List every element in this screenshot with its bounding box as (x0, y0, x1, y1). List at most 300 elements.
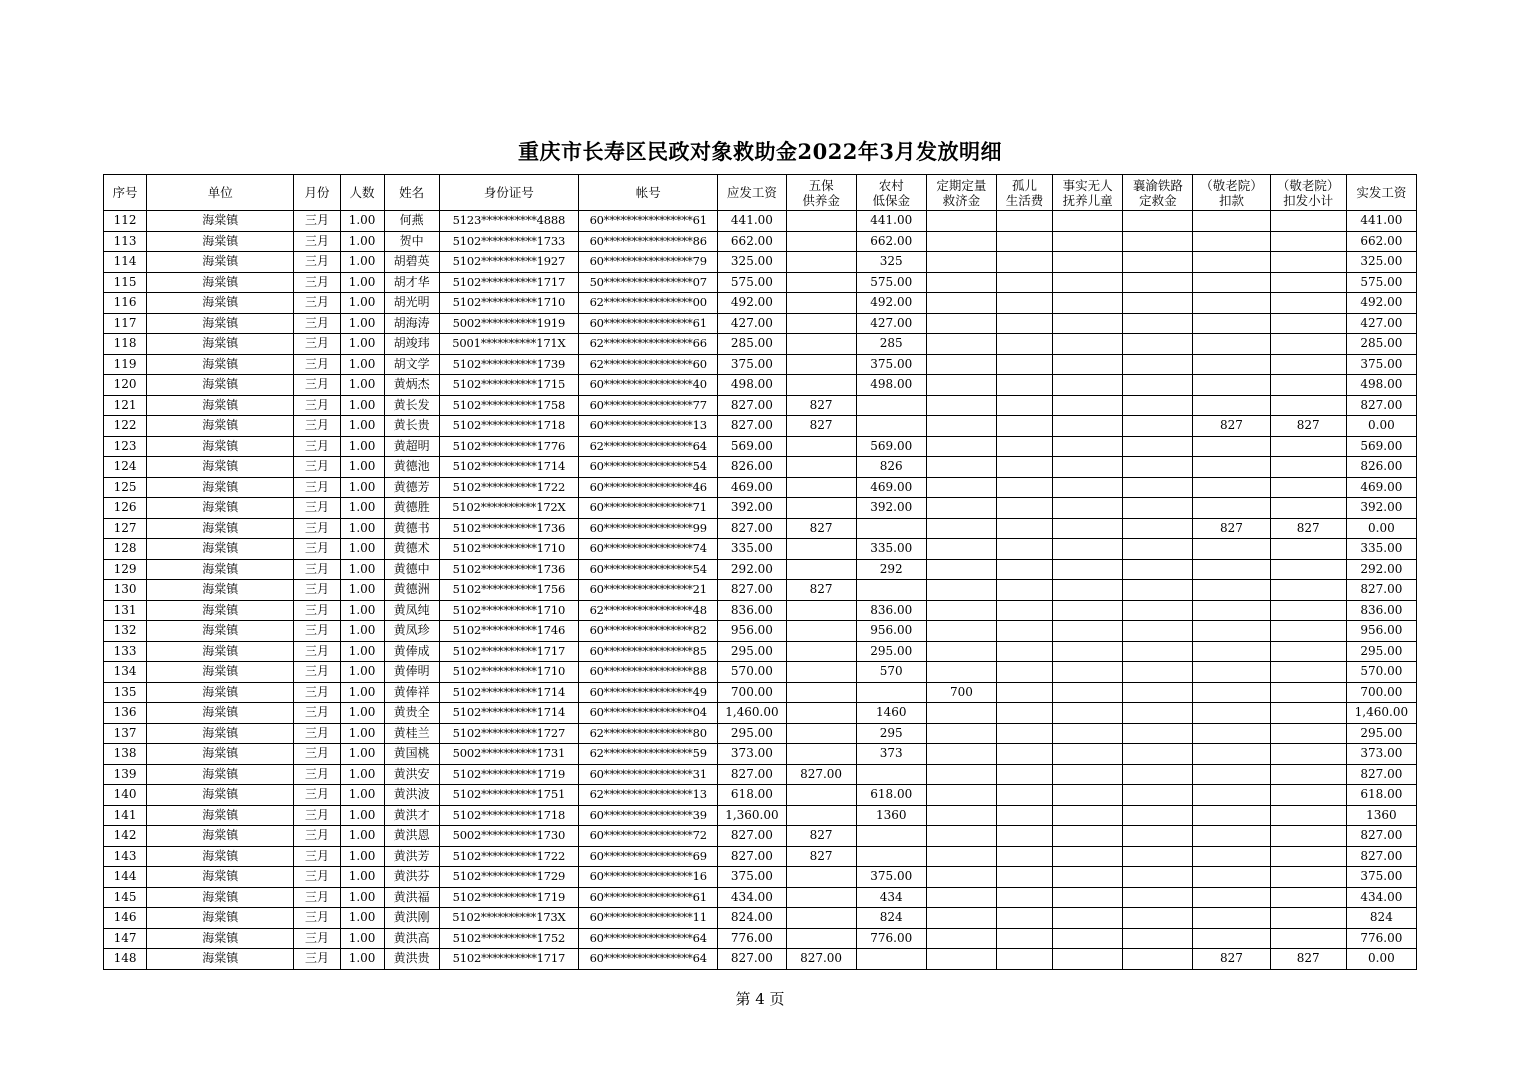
table-row (104, 928, 1417, 949)
table-cell: 826.00 (718, 457, 786, 478)
table-cell (1123, 580, 1193, 601)
table-cell (1053, 416, 1123, 437)
table-cell: 海棠镇 (147, 682, 294, 703)
table-cell: 三月 (294, 375, 340, 396)
table-cell (786, 539, 856, 560)
table-cell (996, 600, 1052, 621)
table-cell (1193, 682, 1270, 703)
table-row (104, 641, 1417, 662)
table-cell: 1.00 (340, 887, 384, 908)
table-cell (1193, 826, 1270, 847)
table-cell (1270, 764, 1346, 785)
table-cell (1270, 375, 1346, 396)
table-cell: 60****************49 (579, 682, 718, 703)
table-cell (1123, 887, 1193, 908)
table-cell: 434 (856, 887, 926, 908)
table-cell (926, 539, 996, 560)
table-cell: 826.00 (1346, 457, 1416, 478)
table-cell (1123, 395, 1193, 416)
column-header (1053, 175, 1123, 211)
table-cell: 1.00 (340, 211, 384, 232)
table-cell (1053, 764, 1123, 785)
table-cell: 826 (856, 457, 926, 478)
table-cell: 60****************74 (579, 539, 718, 560)
table-cell: 三月 (294, 559, 340, 580)
table-cell (996, 785, 1052, 806)
table-cell (1270, 600, 1346, 621)
table-cell (1123, 744, 1193, 765)
table-row (104, 252, 1417, 273)
column-header-label: 姓名 (399, 185, 425, 200)
table-cell: 295.00 (718, 723, 786, 744)
table-cell (926, 846, 996, 867)
table-cell: 60****************54 (579, 559, 718, 580)
column-header-label: 五保 (808, 177, 834, 193)
table-cell (996, 354, 1052, 375)
column-header (1123, 175, 1193, 211)
table-cell: 三月 (294, 354, 340, 375)
table-cell: 1.00 (340, 600, 384, 621)
table-row (104, 682, 1417, 703)
table-cell (926, 293, 996, 314)
table-cell (1193, 436, 1270, 457)
table-cell (786, 805, 856, 826)
table-cell: 60****************13 (579, 416, 718, 437)
table-cell (786, 682, 856, 703)
table-cell: 5102**********1717 (439, 641, 578, 662)
table-cell: 776.00 (1346, 928, 1416, 949)
table-cell: 5102**********1751 (439, 785, 578, 806)
table-cell: 海棠镇 (147, 723, 294, 744)
table-cell (926, 764, 996, 785)
table-body (104, 211, 1417, 970)
table-cell: 5102**********1733 (439, 231, 578, 252)
table-cell: 1.00 (340, 313, 384, 334)
table-cell (1270, 272, 1346, 293)
table-cell: 海棠镇 (147, 662, 294, 683)
table-cell (996, 231, 1052, 252)
table-cell: 5102**********1719 (439, 764, 578, 785)
table-cell: 62****************59 (579, 744, 718, 765)
table-cell (1123, 354, 1193, 375)
table-cell: 1.00 (340, 621, 384, 642)
table-cell (786, 334, 856, 355)
table-cell: 60****************04 (579, 703, 718, 724)
table-cell: 黄洪福 (384, 887, 439, 908)
table-cell: 662.00 (718, 231, 786, 252)
table-cell: 三月 (294, 949, 340, 970)
table-cell: 海棠镇 (147, 252, 294, 273)
table-cell (926, 436, 996, 457)
table-cell: 黄洪芳 (384, 846, 439, 867)
table-cell: 827.00 (1346, 580, 1416, 601)
table-cell: 1460 (856, 703, 926, 724)
table-cell: 三月 (294, 457, 340, 478)
table-cell: 三月 (294, 887, 340, 908)
table-cell: 1.00 (340, 559, 384, 580)
table-cell: 海棠镇 (147, 826, 294, 847)
column-header-label: 人数 (349, 185, 375, 200)
table-cell (1053, 826, 1123, 847)
table-cell (926, 272, 996, 293)
table-cell (996, 580, 1052, 601)
column-header-label: 单位 (207, 185, 233, 200)
table-cell (1053, 785, 1123, 806)
table-cell: 5102**********1714 (439, 457, 578, 478)
table-cell (1053, 641, 1123, 662)
table-cell: 三月 (294, 334, 340, 355)
table-cell (1123, 949, 1193, 970)
table-cell: 1.00 (340, 867, 384, 888)
table-cell: 60****************64 (579, 928, 718, 949)
table-cell: 285.00 (1346, 334, 1416, 355)
table-cell (1123, 908, 1193, 929)
table-cell: 黄凤纯 (384, 600, 439, 621)
table-cell: 827.00 (718, 764, 786, 785)
table-cell: 956.00 (718, 621, 786, 642)
column-header (1346, 175, 1416, 211)
table-cell: 1.00 (340, 744, 384, 765)
column-header-label: 事实无人 (1062, 177, 1113, 193)
table-cell: 5102**********1710 (439, 293, 578, 314)
table-cell (786, 559, 856, 580)
table-cell: 827.00 (786, 764, 856, 785)
table-cell (1123, 313, 1193, 334)
table-cell: 441.00 (718, 211, 786, 232)
table-cell: 146 (104, 908, 147, 929)
table-cell: 海棠镇 (147, 313, 294, 334)
table-cell (1193, 846, 1270, 867)
table-cell: 113 (104, 231, 147, 252)
table-cell: 325.00 (718, 252, 786, 273)
table-cell (1193, 375, 1270, 396)
table-cell (1270, 211, 1346, 232)
table-cell (1270, 313, 1346, 334)
table-cell: 827 (1193, 949, 1270, 970)
table-cell: 三月 (294, 641, 340, 662)
table-cell (786, 703, 856, 724)
table-cell (996, 559, 1052, 580)
table-cell (1123, 662, 1193, 683)
table-cell: 1.00 (340, 662, 384, 683)
table-cell: 575.00 (856, 272, 926, 293)
table-cell: 黄德池 (384, 457, 439, 478)
table-cell (926, 498, 996, 519)
table-cell: 黄洪恩 (384, 826, 439, 847)
column-header (439, 175, 578, 211)
table-cell: 956.00 (856, 621, 926, 642)
table-cell: 5001**********171X (439, 334, 578, 355)
table-cell (1123, 621, 1193, 642)
table-cell (1053, 477, 1123, 498)
table-cell: 海棠镇 (147, 436, 294, 457)
table-cell: 62****************80 (579, 723, 718, 744)
table-cell: 824 (856, 908, 926, 929)
table-cell (926, 908, 996, 929)
table-cell (1053, 272, 1123, 293)
table-cell: 1.00 (340, 539, 384, 560)
table-cell (786, 211, 856, 232)
table-cell (996, 457, 1052, 478)
table-cell: 60****************61 (579, 313, 718, 334)
table-cell (1053, 600, 1123, 621)
table-cell: 1.00 (340, 641, 384, 662)
table-row (104, 949, 1417, 970)
table-cell: 三月 (294, 211, 340, 232)
table-cell (926, 313, 996, 334)
table-cell: 三月 (294, 826, 340, 847)
table-cell: 5102**********1722 (439, 846, 578, 867)
table-row (104, 826, 1417, 847)
table-row (104, 231, 1417, 252)
table-cell (786, 621, 856, 642)
table-cell: 黄德术 (384, 539, 439, 560)
table-cell (786, 498, 856, 519)
column-header (1193, 175, 1270, 211)
table-cell: 138 (104, 744, 147, 765)
table-cell (926, 252, 996, 273)
table-cell (1123, 436, 1193, 457)
table-cell: 5102**********1710 (439, 662, 578, 683)
table-cell (996, 744, 1052, 765)
table-cell: 5102**********1718 (439, 805, 578, 826)
table-cell: 海棠镇 (147, 539, 294, 560)
table-cell: 125 (104, 477, 147, 498)
table-cell (786, 457, 856, 478)
table-cell: 1,360.00 (718, 805, 786, 826)
table-cell: 700.00 (1346, 682, 1416, 703)
table-cell (1123, 477, 1193, 498)
table-cell: 827 (1193, 416, 1270, 437)
table-cell (1193, 580, 1270, 601)
table-cell (786, 293, 856, 314)
table-cell (996, 949, 1052, 970)
table-cell (1270, 436, 1346, 457)
table-cell: 662.00 (856, 231, 926, 252)
table-cell: 498.00 (718, 375, 786, 396)
table-cell: 三月 (294, 805, 340, 826)
column-header (718, 175, 786, 211)
table-cell: 335.00 (718, 539, 786, 560)
table-cell: 60****************40 (579, 375, 718, 396)
table-cell: 427.00 (856, 313, 926, 334)
table-cell: 60****************54 (579, 457, 718, 478)
table-cell (1193, 211, 1270, 232)
table-cell: 118 (104, 334, 147, 355)
table-header-row (104, 175, 1417, 211)
table-cell (1053, 559, 1123, 580)
table-row (104, 662, 1417, 683)
table-cell (996, 928, 1052, 949)
table-cell (1193, 908, 1270, 929)
table-cell: 胡才华 (384, 272, 439, 293)
table-cell (926, 723, 996, 744)
table-cell: 1.00 (340, 252, 384, 273)
table-cell: 海棠镇 (147, 416, 294, 437)
table-cell (1053, 662, 1123, 683)
table-cell: 海棠镇 (147, 334, 294, 355)
table-row (104, 580, 1417, 601)
table-cell: 285.00 (718, 334, 786, 355)
table-cell: 5102**********1739 (439, 354, 578, 375)
table-cell: 1.00 (340, 785, 384, 806)
table-cell: 836.00 (856, 600, 926, 621)
table-cell: 469.00 (718, 477, 786, 498)
table-cell: 129 (104, 559, 147, 580)
table-cell (926, 334, 996, 355)
table-cell: 827 (786, 846, 856, 867)
table-cell (996, 539, 1052, 560)
table-cell: 5102**********1736 (439, 518, 578, 539)
table-cell: 5002**********1730 (439, 826, 578, 847)
column-header-label: 应发工资 (726, 185, 777, 200)
table-cell: 295.00 (718, 641, 786, 662)
table-cell: 黄德洲 (384, 580, 439, 601)
table-cell: 375.00 (1346, 867, 1416, 888)
table-cell: 60****************16 (579, 867, 718, 888)
table-cell: 海棠镇 (147, 785, 294, 806)
table-cell: 海棠镇 (147, 703, 294, 724)
table-cell: 黄洪贵 (384, 949, 439, 970)
table-cell (1053, 846, 1123, 867)
table-cell (1123, 293, 1193, 314)
table-cell (786, 477, 856, 498)
table-cell (1053, 354, 1123, 375)
table-cell (1270, 723, 1346, 744)
table-cell: 三月 (294, 908, 340, 929)
table-cell (926, 887, 996, 908)
table-cell (1270, 498, 1346, 519)
table-cell: 1.00 (340, 846, 384, 867)
table-cell: 胡海涛 (384, 313, 439, 334)
table-cell (1053, 887, 1123, 908)
table-cell (1123, 334, 1193, 355)
table-cell (1053, 908, 1123, 929)
column-header (856, 175, 926, 211)
table-cell: 434.00 (718, 887, 786, 908)
table-cell: 三月 (294, 867, 340, 888)
table-row (104, 375, 1417, 396)
column-header (926, 175, 996, 211)
table-cell: 60****************46 (579, 477, 718, 498)
table-cell (1053, 231, 1123, 252)
table-cell (786, 313, 856, 334)
table-cell (1053, 682, 1123, 703)
table-cell (996, 846, 1052, 867)
table-cell: 1.00 (340, 805, 384, 826)
table-cell: 292 (856, 559, 926, 580)
table-cell: 60****************77 (579, 395, 718, 416)
table-cell (1053, 621, 1123, 642)
table-cell: 700.00 (718, 682, 786, 703)
table-cell: 海棠镇 (147, 908, 294, 929)
table-cell: 5102**********1776 (439, 436, 578, 457)
table-cell: 62****************64 (579, 436, 718, 457)
table-cell: 0.00 (1346, 518, 1416, 539)
table-row (104, 764, 1417, 785)
table-cell: 325.00 (1346, 252, 1416, 273)
table-cell: 黄德中 (384, 559, 439, 580)
table-cell: 375.00 (1346, 354, 1416, 375)
table-cell: 1.00 (340, 826, 384, 847)
table-cell: 黄超明 (384, 436, 439, 457)
table-cell (1053, 395, 1123, 416)
table-cell: 1,460.00 (718, 703, 786, 724)
table-cell (996, 416, 1052, 437)
table-cell (996, 375, 1052, 396)
table-cell: 117 (104, 313, 147, 334)
table-cell: 60****************88 (579, 662, 718, 683)
table-cell: 50****************07 (579, 272, 718, 293)
table-cell: 827.00 (718, 395, 786, 416)
table-cell (1193, 457, 1270, 478)
column-header-label: 定期定量 (936, 177, 987, 193)
table-cell (1123, 272, 1193, 293)
table-cell (1123, 764, 1193, 785)
table-cell (786, 375, 856, 396)
page-title: 重庆市长寿区民政对象救助金2022年3月发放明细 (517, 139, 1003, 164)
table-row (104, 559, 1417, 580)
table-cell: 三月 (294, 928, 340, 949)
table-cell (926, 416, 996, 437)
table-cell (1270, 826, 1346, 847)
table-cell: 827.00 (1346, 395, 1416, 416)
table-cell (1193, 703, 1270, 724)
table-cell (926, 518, 996, 539)
table-cell: 5102**********1752 (439, 928, 578, 949)
table-cell (996, 723, 1052, 744)
table-cell (856, 764, 926, 785)
table-cell (996, 621, 1052, 642)
table-cell (1053, 436, 1123, 457)
column-header-sublabel: 扣款 (1218, 192, 1244, 208)
table-cell: 黄贵全 (384, 703, 439, 724)
table-cell: 140 (104, 785, 147, 806)
table-cell: 148 (104, 949, 147, 970)
table-cell: 黄炳杰 (384, 375, 439, 396)
column-header-label: 襄渝铁路 (1132, 177, 1183, 193)
table-cell (1123, 723, 1193, 744)
table-cell (1270, 539, 1346, 560)
table-cell (786, 785, 856, 806)
table-cell: 492.00 (718, 293, 786, 314)
table-cell: 827.00 (718, 580, 786, 601)
table-row (104, 395, 1417, 416)
column-header-sublabel: 定救金 (1139, 192, 1177, 208)
table-cell (926, 600, 996, 621)
table-cell: 海棠镇 (147, 354, 294, 375)
table-cell (1270, 395, 1346, 416)
table-cell: 128 (104, 539, 147, 560)
table-cell: 375.00 (856, 354, 926, 375)
table-cell: 375.00 (718, 867, 786, 888)
table-cell: 295.00 (1346, 723, 1416, 744)
table-cell: 1,460.00 (1346, 703, 1416, 724)
column-header-sublabel: 供养金 (802, 192, 840, 208)
table-cell (1123, 559, 1193, 580)
table-cell: 海棠镇 (147, 375, 294, 396)
table-cell: 60****************31 (579, 764, 718, 785)
table-cell (926, 395, 996, 416)
table-cell (1123, 498, 1193, 519)
relief-payment-table (103, 174, 1417, 970)
table-cell (926, 621, 996, 642)
table-cell: 60****************72 (579, 826, 718, 847)
table-cell (1270, 559, 1346, 580)
column-header-sublabel: 救济金 (942, 192, 981, 208)
table-cell: 1.00 (340, 354, 384, 375)
table-cell (996, 805, 1052, 826)
